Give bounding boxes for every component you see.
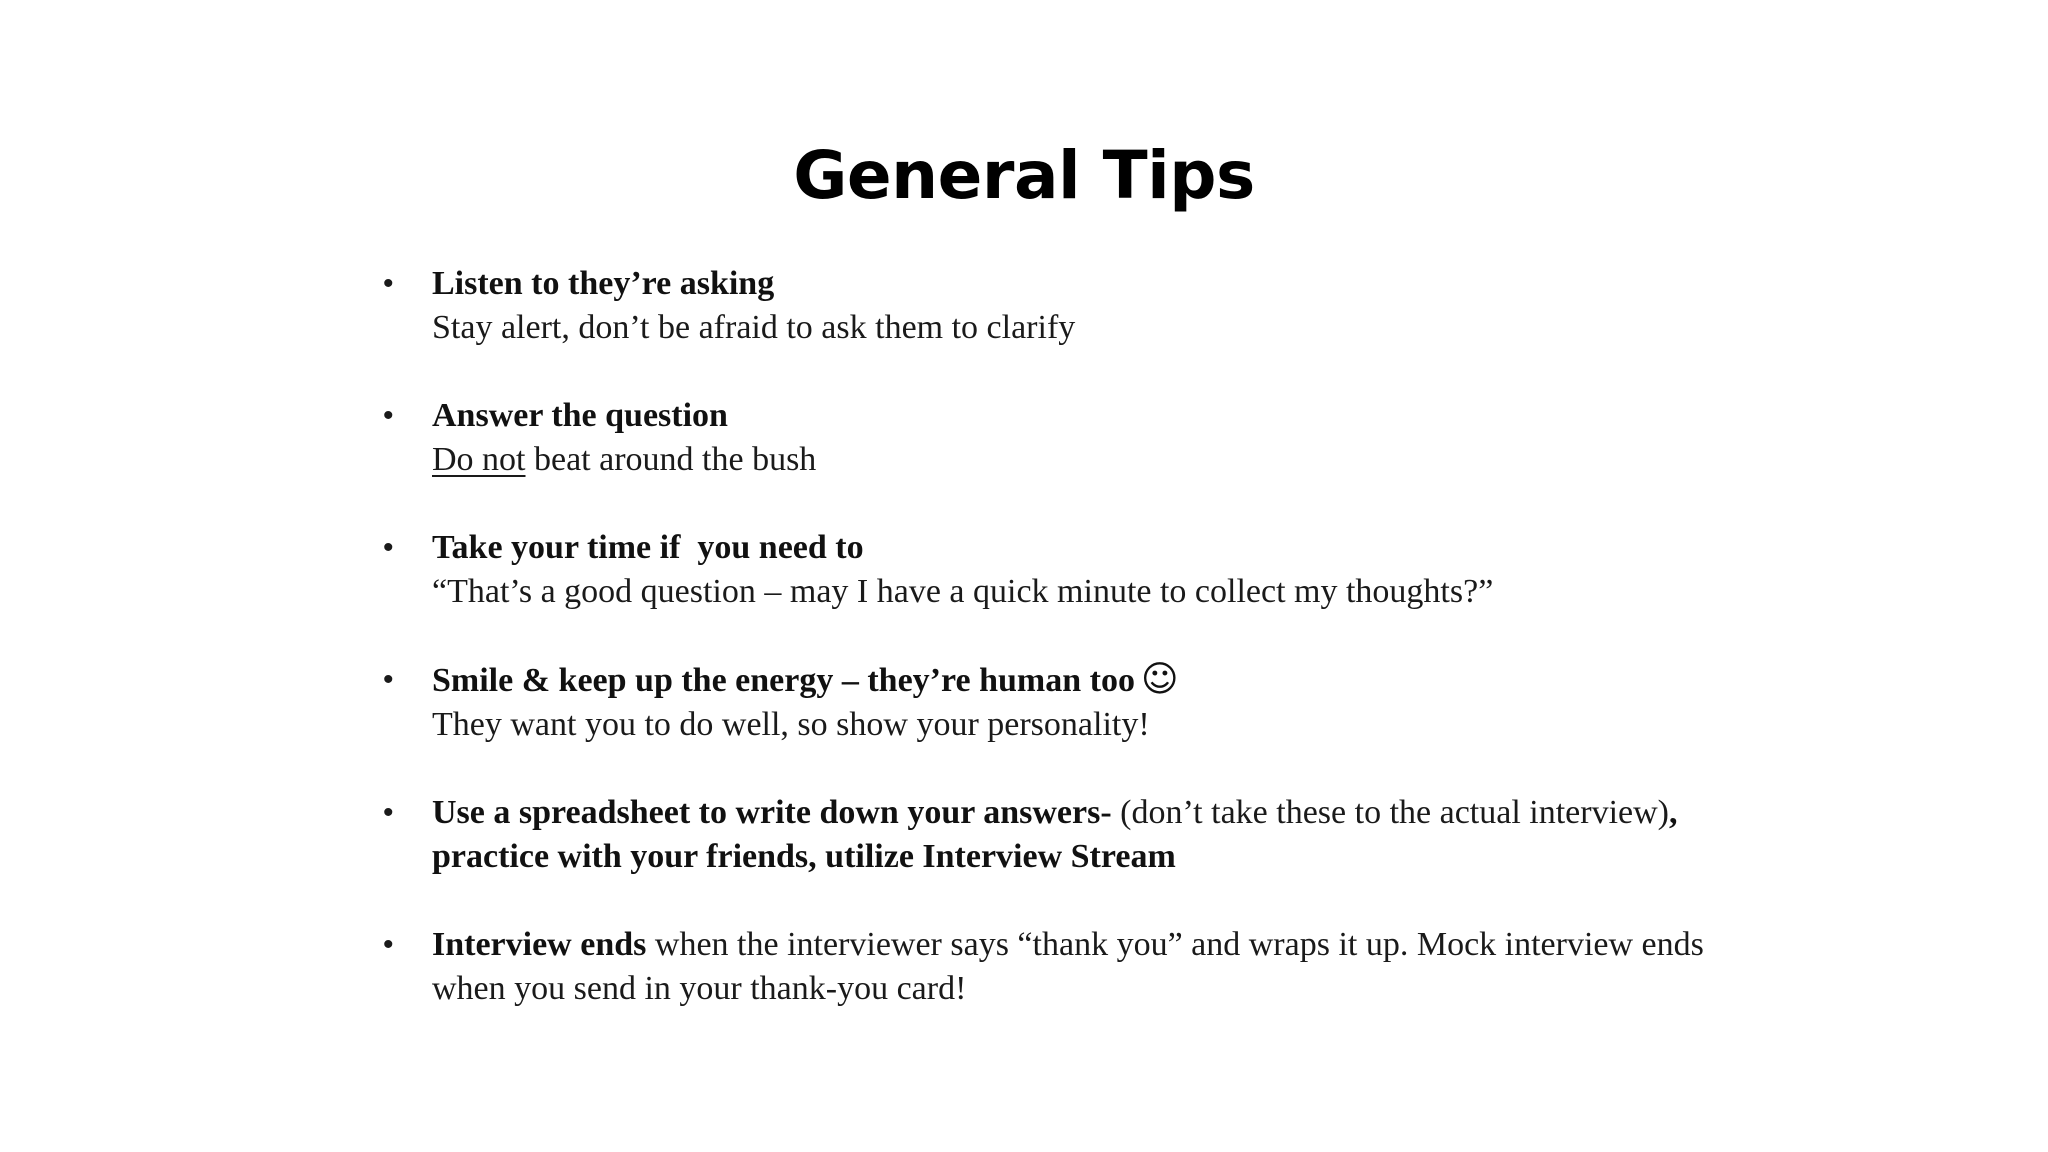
tip-detail: Stay alert, don’t be afraid to ask them to clarify [432,309,1076,346]
tip-item-smile [383,658,1803,747]
underlined-emphasis: Do not [432,441,526,478]
tip-item-take-time [383,526,1803,614]
tip-detail-rest: beat around the bush [525,441,817,478]
tip-item-answer [383,394,1803,482]
bullet-icon: • [383,267,394,300]
tip-item-spreadsheet [383,791,1803,879]
tip-heading: Listen to they’re asking [432,265,775,302]
slide-title: General Tips [793,137,1255,214]
tip-heading: Use a spreadsheet to write down your answers- [432,794,1112,831]
tips-list [383,262,1803,1011]
tip-heading-line2: practice with your friends, utilize Interview Stream [432,838,1176,875]
tip-heading [432,658,1803,703]
bullet-icon: • [383,399,394,432]
tip-item-listen [383,262,1803,350]
tip-detail-line1 [432,923,1803,967]
tip-heading-line1 [432,791,1803,835]
tip-comma: , [1669,794,1678,831]
tip-item-interview-ends [383,923,1803,1011]
tip-heading: Take your time if you need to [432,529,864,566]
tip-detail: They want you to do well, so show your personality! [432,706,1150,743]
bullet-icon: • [383,928,394,961]
smiley-face-icon: ☺ [1140,659,1179,700]
tip-detail [432,438,1803,482]
bullet-icon: • [383,531,394,564]
bullet-icon: • [383,796,394,829]
tip-aside: (don’t take these to the actual interview) [1111,794,1669,831]
tip-detail-line2: when you send in your thank-you card! [432,970,967,1007]
tip-detail: “That’s a good question – may I have a quick minute to collect my thoughts?” [432,573,1494,610]
tip-heading: Answer the question [432,397,728,434]
tip-heading: Interview ends [432,926,647,963]
tip-detail: when the interviewer says “thank you” and wraps it up. Mock interview ends [646,926,1704,963]
tip-heading-text: Smile & keep up the energy – they’re human too [432,662,1135,699]
bullet-icon: • [383,663,394,696]
